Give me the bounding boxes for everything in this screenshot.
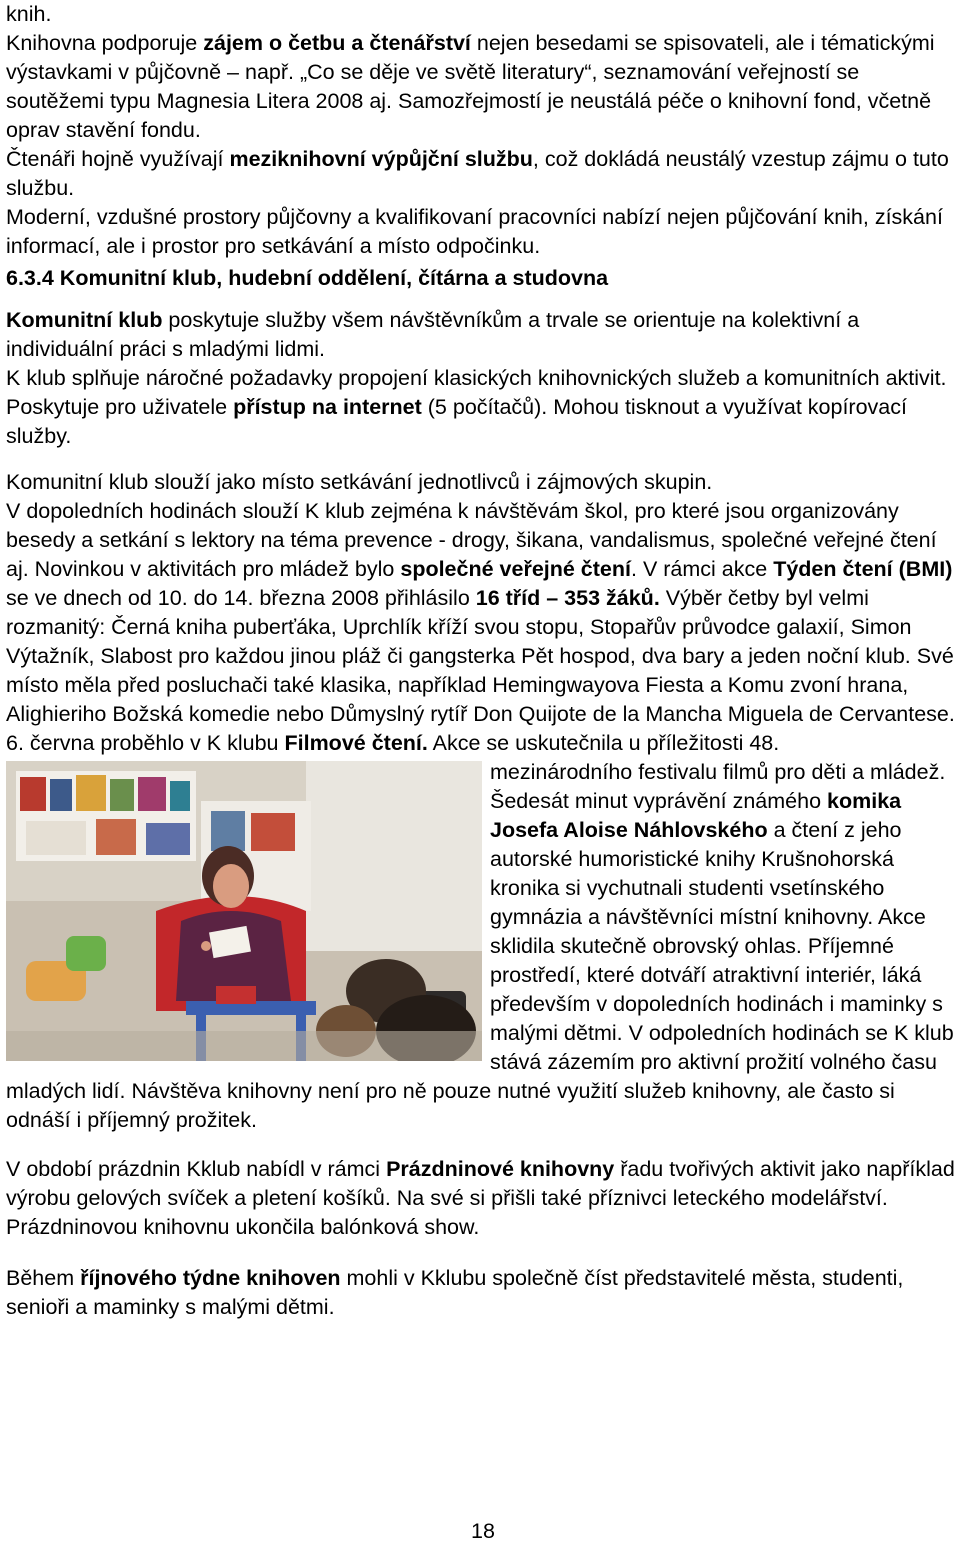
emphasis-october-week: říjnového týdne knihoven bbox=[80, 1266, 341, 1290]
text-run: se ve dnech od 10. do 14. března 2008 přihlásilo bbox=[6, 586, 476, 610]
emphasis-internet-access: přístup na internet bbox=[233, 395, 422, 419]
emphasis-community-club: Komunitní klub bbox=[6, 308, 163, 332]
emphasis-comedian-name: komika Josefa Aloise Náhlovského bbox=[490, 789, 902, 842]
emphasis-public-reading: společné veřejné čtení bbox=[400, 557, 631, 581]
text-run: . V rámci akce bbox=[631, 557, 774, 581]
text-run: Knihovna podporuje bbox=[6, 31, 204, 55]
text-run: mezinárodního festivalu filmů pro děti a mládež. Šedesát minut vyprávění známého bbox=[490, 760, 946, 813]
text-run: Akce se uskutečnila u příležitosti 48. bbox=[427, 731, 780, 755]
page-number: 18 bbox=[471, 1519, 495, 1543]
event-photo bbox=[6, 761, 482, 1061]
document-page bbox=[6, 0, 958, 1322]
paragraph-morning-activities bbox=[6, 497, 958, 729]
reading-event-photo-illustration bbox=[6, 761, 482, 1061]
paragraph-kclub-services bbox=[6, 364, 958, 451]
emphasis-film-reading: Filmové čtení. bbox=[284, 731, 428, 755]
text-run: Výběr četby byl velmi rozmanitý: Černá kniha puberťáka, Uprchlík kříží svou stopu, Stopařův průvodce galaxií, Simon Výtažník, Slabost pro každou jinou pláž či gangsterka Pět hospod, dva bary a jeden noční klub. Své místo měla před posluchači také klasika, například Hemingwayova Fiesta a Komu zvoní hrana, Alighieriho Božská komedie nebo Důmyslný rytíř Don Quijote de la Mancha Miguela de Cervantese. bbox=[6, 586, 955, 726]
emphasis-class-count: 16 tříd – 353 žáků. bbox=[475, 586, 660, 610]
paragraph-fragment: knih. bbox=[6, 2, 52, 26]
text-run: 6. června proběhlo v K klubu bbox=[6, 731, 285, 755]
text-run: K klub splňuje náročné požadavky propojení klasických knihovnických služeb a komunitních aktivit. Poskytuje pro uživatele bbox=[6, 366, 947, 419]
paragraph-modern-spaces: Moderní, vzdušné prostory půjčovny a kvalifikovaní pracovníci nabízí nejen půjčování knih, získání informací, ale i prostor pro setkávání a místo odpočinku. bbox=[6, 205, 943, 258]
text-run: a čtení z jeho autorské humoristické knihy Krušnohorská kronika si vychutnali studenti vsetínského gymnázia a návštěvníci místní knihovny. Akce sklidila skutečně obrovský ohlas. Příjemné prostředí, které dotváří atraktivní interiér, láká především v dopoledních hodinách i maminky s malými dětmi. V odpoledních hodinách se K klub stává zázemím pro aktivní prožití volného času mladých lidí. Návštěva knihovny není pro ně pouze nutné využití služeb knihovny, ale často si odnáší i příjemný prožitek. bbox=[6, 818, 954, 1132]
paragraph-meeting-place: Komunitní klub slouží jako místo setkávání jednotlivců i zájmových skupin. bbox=[6, 470, 713, 494]
text-run: Čtenáři hojně využívají bbox=[6, 147, 230, 171]
text-run: nejen besedami se spisovateli, ale i tématickými výstavkami v půjčovně – např. „Co se děje ve světě literatury“, seznamování veřejností se soutěžemi typu Magnesia Litera 2008 aj. Samozřejmostí je neustálá péče o knihovní fond, včetně oprav stavění fondu. bbox=[6, 31, 935, 142]
emphasis-interlibrary-service: meziknihovní výpůjční službu bbox=[229, 147, 533, 171]
paragraph-library-week bbox=[6, 1264, 958, 1322]
text-run: řadu tvořivých aktivit jako například výrobu gelových svíček a pletení košíků. Na své si přišli také příznivci leteckého modelářství. Prázdninovou knihovnu ukončila balónková show. bbox=[6, 1157, 955, 1239]
paragraph-reading-support bbox=[6, 29, 958, 145]
text-run: V období prázdnin Kklub nabídl v rámci bbox=[6, 1157, 387, 1181]
text-run: , což dokládá neustálý vzestup zájmu o tuto službu. bbox=[6, 147, 949, 200]
paragraph-summer-library bbox=[6, 1155, 958, 1242]
text-run: V dopoledních hodinách slouží K klub zejména k návštěvám škol, pro které jsou organizovány besedy a setkání s lektory na téma prevence - drogy, šikana, vandalismus, společné veřejné čtení aj. Novinkou v aktivitách pro mládež bylo bbox=[6, 499, 937, 581]
text-run: Během bbox=[6, 1266, 81, 1290]
emphasis-reading-week: Týden čtení (BMI) bbox=[773, 557, 953, 581]
paragraph-interlibrary-loan bbox=[6, 145, 958, 203]
text-run: mohli v Kklubu společně číst představitelé města, studenti, senioři a maminky s malými dětmi. bbox=[6, 1266, 904, 1319]
paragraph-community-club bbox=[6, 306, 958, 364]
section-heading: 6.3.4 Komunitní klub, hudební oddělení, čítárna a studovna bbox=[6, 266, 609, 290]
text-run: poskytuje služby všem návštěvníkům a trvale se orientuje na kolektivní a individuální práci s mladými lidmi. bbox=[6, 308, 860, 361]
emphasis-reading-interest: zájem o četbu a čtenářství bbox=[203, 31, 471, 55]
paragraph-film-reading-intro bbox=[6, 729, 958, 758]
text-run: (5 počítačů). Mohou tisknout a využívat kopírovací služby. bbox=[6, 395, 907, 448]
emphasis-summer-library: Prázdninové knihovny bbox=[386, 1157, 615, 1181]
